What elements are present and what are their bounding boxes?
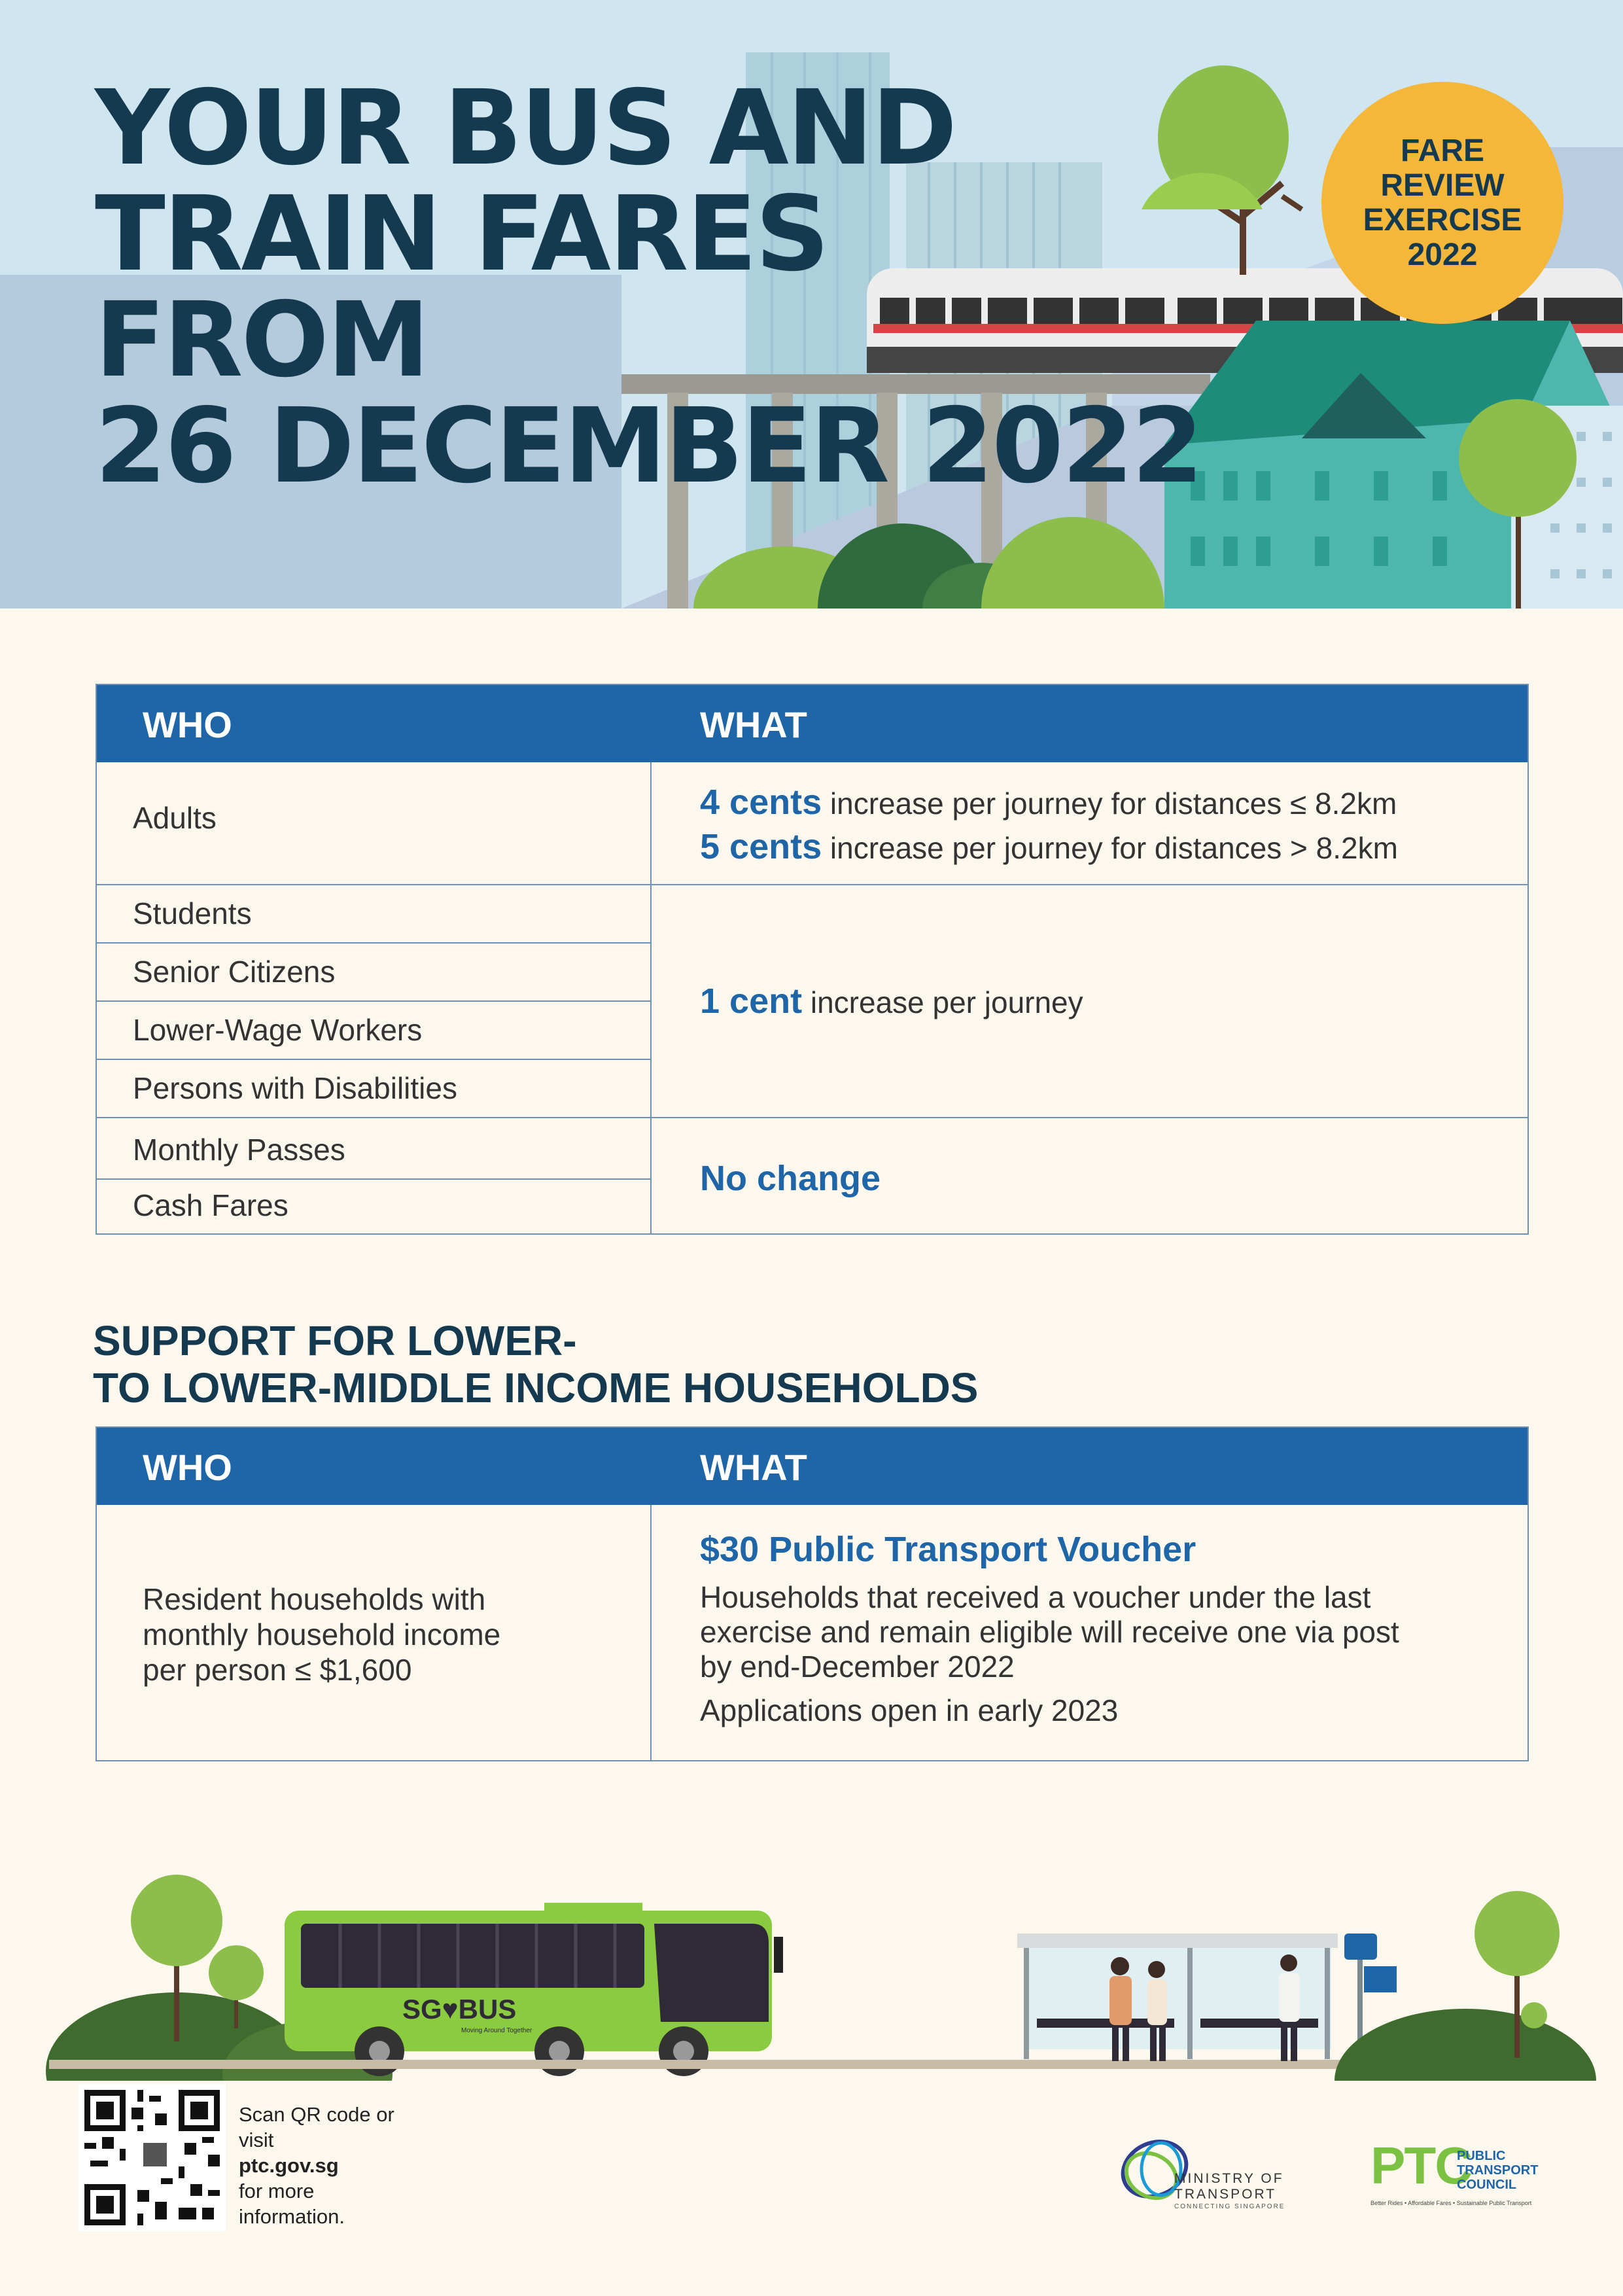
voucher-description (700, 1580, 1399, 1684)
support-title-line: SUPPORT FOR LOWER- (93, 1317, 577, 1364)
desc-line: Households that received a voucher under the last (700, 1580, 1371, 1614)
col-who-header: WHO (143, 1447, 232, 1488)
table-header (97, 1428, 1527, 1505)
mot-line: MINISTRY OF (1174, 2171, 1284, 2186)
col-what-header: WHAT (700, 1447, 807, 1488)
ptc-name (1457, 2149, 1538, 2192)
increase-amount: 1 cent (700, 981, 803, 1021)
row-seniors-who: Senior Citizens (133, 955, 336, 989)
desc-line: exercise and remain eligible will receive one via post (700, 1615, 1399, 1649)
no-change-what: No change (700, 1159, 881, 1198)
row-students-who: Students (133, 896, 252, 930)
bus-stop-illustration (0, 1871, 1623, 2081)
increase-amount: 5 cents (700, 827, 822, 866)
qr-line: for more (239, 2180, 315, 2202)
support-table (96, 1426, 1529, 1761)
col-who-header: WHO (143, 704, 232, 745)
badge-line: REVIEW (1380, 168, 1505, 203)
qr-code[interactable] (79, 2084, 226, 2231)
ptc-website-link[interactable]: ptc.gov.sg (239, 2154, 339, 2177)
ptc-logo (1370, 2136, 1539, 2206)
page-title (95, 68, 1202, 506)
row-lower-wage-who: Lower-Wage Workers (133, 1013, 423, 1047)
row-adults-what-line2 (700, 826, 1398, 867)
fare-changes-table (96, 684, 1529, 1235)
title-line: FROM (95, 280, 428, 400)
title-line: 26 DECEMBER 2022 (95, 386, 1202, 506)
ptc-mark: PTC (1370, 2136, 1471, 2195)
badge-line: 2022 (1407, 238, 1478, 272)
badge-line: FARE (1400, 133, 1484, 168)
support-section-title (93, 1317, 978, 1411)
who-line: Resident households with (143, 1582, 486, 1616)
increase-text: increase per journey for distances > 8.2km (822, 831, 1398, 865)
row-adults-who: Adults (133, 801, 217, 835)
mot-name (1174, 2171, 1284, 2202)
ptc-line: COUNCIL (1457, 2178, 1517, 2192)
ptc-tagline: Better Rides • Affordable Fares • Sustainable Public Transport (1370, 2200, 1532, 2206)
mot-line: TRANSPORT (1174, 2187, 1277, 2202)
eligibility-who (143, 1581, 500, 1687)
col-what-header: WHAT (700, 704, 807, 745)
mot-tagline: CONNECTING SINGAPORE (1174, 2203, 1285, 2210)
increase-text: increase per journey for distances ≤ 8.2km (822, 786, 1397, 821)
hero-banner (0, 0, 1623, 609)
bus-tagline-text: Moving Around Together (461, 2027, 532, 2034)
qr-line: visit (239, 2128, 274, 2151)
row-adults-what-line1 (700, 782, 1397, 822)
increase-amount: 4 cents (700, 783, 822, 822)
applications-note: Applications open in early 2023 (700, 1693, 1119, 1727)
voucher-title: $30 Public Transport Voucher (700, 1530, 1196, 1569)
who-line: per person ≤ $1,600 (143, 1653, 412, 1687)
title-line: TRAIN FARES (95, 174, 828, 294)
fare-review-badge (1321, 82, 1563, 324)
concession-what (700, 981, 1083, 1021)
ptc-line: PUBLIC (1457, 2149, 1506, 2163)
badge-line: EXERCISE (1363, 203, 1522, 238)
title-line: YOUR BUS AND (95, 68, 956, 188)
increase-text: increase per journey (802, 985, 1083, 1019)
row-monthly-passes-who: Monthly Passes (133, 1133, 345, 1167)
desc-line: by end-December 2022 (700, 1650, 1015, 1684)
bus-brand-text: SG♥BUS (402, 1994, 517, 2024)
row-pwd-who: Persons with Disabilities (133, 1071, 457, 1105)
ptc-line: TRANSPORT (1457, 2163, 1539, 2178)
qr-instructions (239, 2102, 394, 2229)
who-line: monthly household income (143, 1617, 501, 1651)
table-header (97, 685, 1527, 762)
support-title-line: TO LOWER-MIDDLE INCOME HOUSEHOLDS (93, 1364, 979, 1411)
qr-line: Scan QR code or (239, 2103, 394, 2126)
row-cash-fares-who: Cash Fares (133, 1188, 288, 1222)
qr-line: information. (239, 2205, 345, 2228)
